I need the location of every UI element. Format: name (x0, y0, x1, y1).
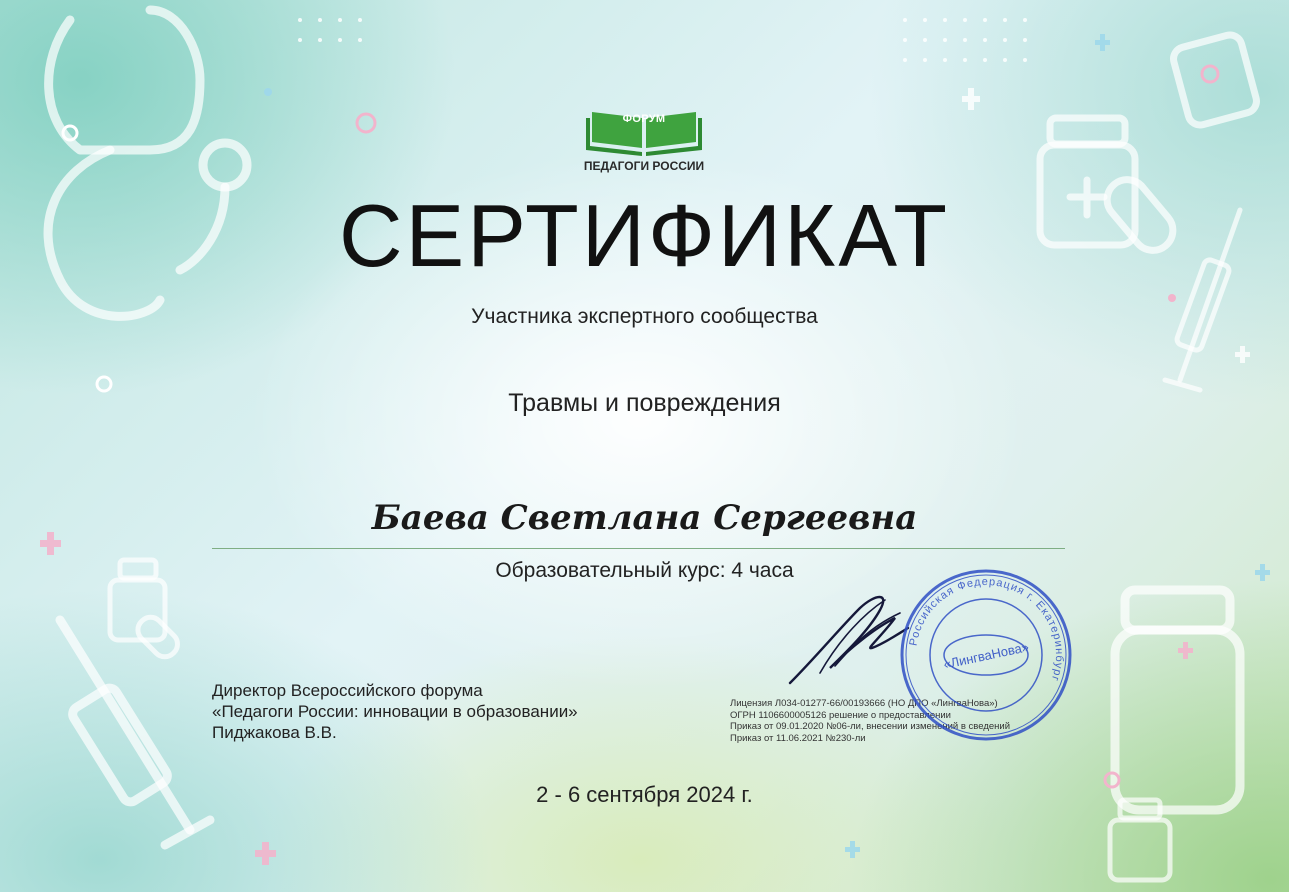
logo-bottom-text: ПЕДАГОГИ РОССИИ (583, 159, 705, 173)
bottle-icon (1115, 590, 1240, 810)
course-hours: Образовательный курс: 4 часа (495, 559, 794, 582)
recipient-name: Баева Светлана Сергеевна (371, 498, 918, 538)
director-title: Директор Всероссийского форума (212, 681, 483, 700)
forum-logo (584, 104, 704, 176)
license-line: Приказ от 11.06.2021 №230-ли (730, 732, 866, 744)
signature-icon (780, 588, 910, 688)
license-line: Лицензия Л034-01277-66/00193666 (НО ДПО «ЛингваНова») (730, 698, 998, 709)
seal-ring-text: Российская Федерация г. Екатеринбург (907, 575, 1066, 684)
certificate-subtitle: Участника экспертного сообщества (471, 305, 818, 328)
syringe-icon (60, 620, 210, 845)
director-name: Пиджакова В.В. (212, 723, 337, 742)
license-line: Приказ от 09.01.2020 №06-ли, внесении изменений в сведений (730, 721, 1011, 732)
course-title: Травмы и повреждения (508, 389, 781, 417)
stethoscope-icon (49, 10, 200, 150)
seal-center-text: «ЛингваНова» (942, 639, 1031, 672)
event-date: 2 - 6 сентября 2024 г. (536, 782, 753, 807)
license-line: ОГРН 1106600005126 решение о предоставлении (730, 709, 951, 721)
director-forum: «Педагоги России: инновации в образовании» (212, 702, 578, 721)
seal-stamp (896, 565, 1076, 745)
name-underline (212, 548, 1065, 549)
director-block (212, 680, 578, 743)
logo-top-text: ФОРУМ (622, 113, 666, 125)
certificate-title: СЕРТИФИКАТ (339, 186, 950, 285)
